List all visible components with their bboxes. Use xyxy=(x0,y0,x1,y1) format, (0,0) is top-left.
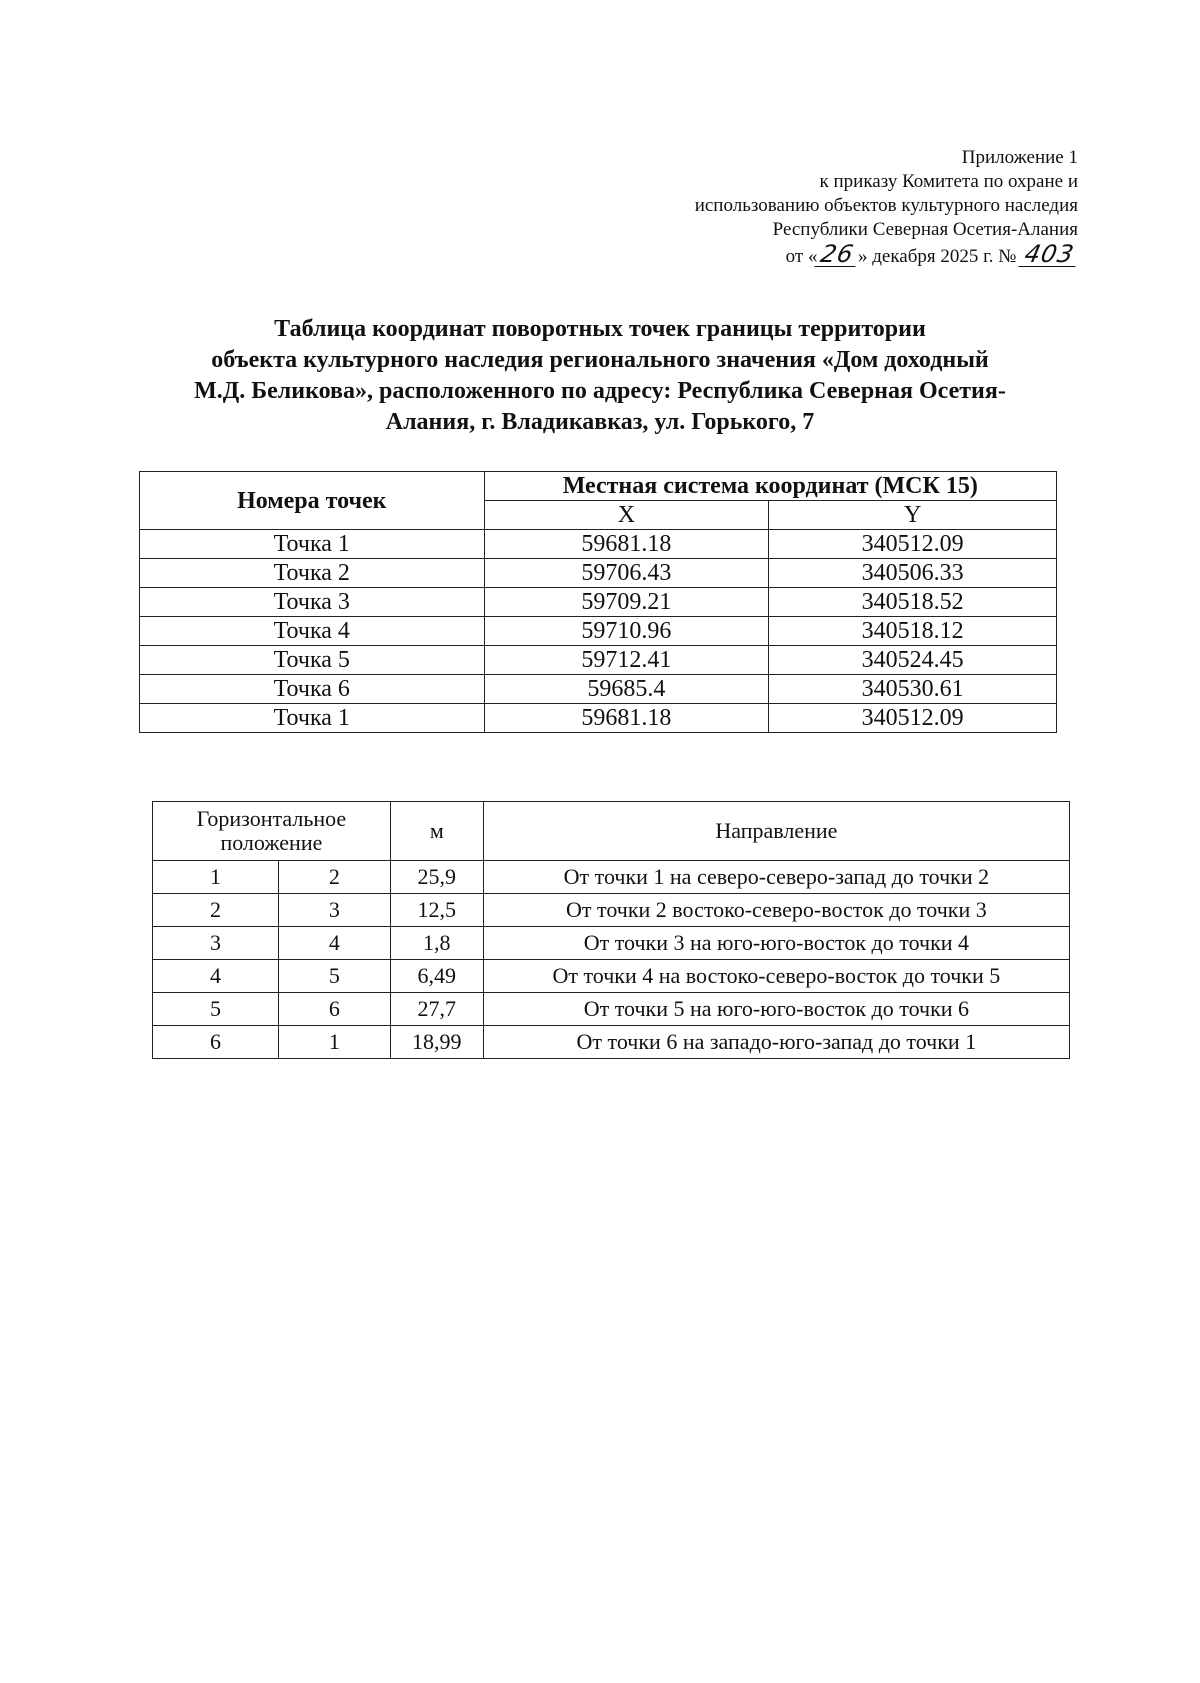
document-title xyxy=(120,314,1080,438)
x-coordinate: 59710.96 xyxy=(484,617,769,646)
direction-text: От точки 2 востоко-северо-восток до точки 3 xyxy=(483,894,1069,927)
from-point: 4 xyxy=(153,960,279,993)
from-point: 5 xyxy=(153,993,279,1026)
x-coordinate: 59709.21 xyxy=(484,588,769,617)
header-horizontal-position: Горизонтальное положение xyxy=(153,802,391,861)
point-name: Точка 2 xyxy=(140,559,485,588)
appendix-line-4: Республики Северная Осетия-Алания xyxy=(772,219,1078,240)
x-coordinate: 59681.18 xyxy=(484,530,769,559)
direction-text: От точки 1 на северо-северо-запад до точки 2 xyxy=(483,861,1069,894)
table-row xyxy=(140,617,1057,646)
distance-meters: 18,99 xyxy=(390,1026,483,1059)
y-coordinate: 340524.45 xyxy=(769,646,1057,675)
directions-table-body xyxy=(153,861,1070,1059)
directions-table xyxy=(152,801,1070,1059)
x-coordinate: 59681.18 xyxy=(484,704,769,733)
direction-text: От точки 5 на юго-юго-восток до точки 6 xyxy=(483,993,1069,1026)
coordinates-table xyxy=(139,471,1057,733)
table-row xyxy=(153,1026,1070,1059)
title-line-1: Таблица координат поворотных точек границы территории xyxy=(274,316,926,342)
distance-meters: 27,7 xyxy=(390,993,483,1026)
header-point-numbers: Номера точек xyxy=(140,472,485,530)
table-row xyxy=(140,588,1057,617)
header-x: X xyxy=(484,501,769,530)
x-coordinate: 59712.41 xyxy=(484,646,769,675)
coordinates-table-body xyxy=(140,530,1057,733)
title-line-4: Алания, г. Владикавказ, ул. Горького, 7 xyxy=(385,409,815,435)
x-coordinate: 59706.43 xyxy=(484,559,769,588)
y-coordinate: 340506.33 xyxy=(769,559,1057,588)
y-coordinate: 340518.12 xyxy=(769,617,1057,646)
y-coordinate: 340518.52 xyxy=(769,588,1057,617)
point-name: Точка 6 xyxy=(140,675,485,704)
appendix-line-2: к приказу Комитета по охране и xyxy=(819,171,1078,192)
title-line-3: М.Д. Беликова», расположенного по адресу: Республика Северная Осетия- xyxy=(194,378,1006,404)
point-name: Точка 3 xyxy=(140,588,485,617)
to-point: 1 xyxy=(278,1026,390,1059)
appendix-line-3: использованию объектов культурного наследия xyxy=(694,195,1078,216)
y-coordinate: 340512.09 xyxy=(769,704,1057,733)
to-point: 2 xyxy=(278,861,390,894)
from-point: 1 xyxy=(153,861,279,894)
point-name: Точка 1 xyxy=(140,704,485,733)
appendix-date-line xyxy=(518,242,1078,269)
from-point: 2 xyxy=(153,894,279,927)
table-row xyxy=(153,894,1070,927)
order-number-handwritten: 403 xyxy=(1019,242,1081,267)
date-month-year: » декабря 2025 г. № xyxy=(858,246,1017,267)
appendix-header xyxy=(518,146,1078,269)
distance-meters: 6,49 xyxy=(390,960,483,993)
direction-text: От точки 4 на востоко-северо-восток до точки 5 xyxy=(483,960,1069,993)
y-coordinate: 340530.61 xyxy=(769,675,1057,704)
header-meters: м xyxy=(390,802,483,861)
date-prefix: от « xyxy=(785,246,818,267)
title-line-2: объекта культурного наследия регионального значения «Дом доходный xyxy=(211,347,989,373)
point-name: Точка 5 xyxy=(140,646,485,675)
header-y: Y xyxy=(769,501,1057,530)
distance-meters: 12,5 xyxy=(390,894,483,927)
table-row xyxy=(140,704,1057,733)
y-coordinate: 340512.09 xyxy=(769,530,1057,559)
date-day-handwritten: 26 xyxy=(815,242,861,267)
to-point: 3 xyxy=(278,894,390,927)
table-row xyxy=(153,993,1070,1026)
distance-meters: 1,8 xyxy=(390,927,483,960)
point-name: Точка 4 xyxy=(140,617,485,646)
table-row xyxy=(140,646,1057,675)
appendix-line-1: Приложение 1 xyxy=(961,147,1078,168)
header-direction: Направление xyxy=(483,802,1069,861)
x-coordinate: 59685.4 xyxy=(484,675,769,704)
table-row xyxy=(153,927,1070,960)
to-point: 5 xyxy=(278,960,390,993)
from-point: 3 xyxy=(153,927,279,960)
from-point: 6 xyxy=(153,1026,279,1059)
to-point: 4 xyxy=(278,927,390,960)
table-row xyxy=(140,675,1057,704)
table-row xyxy=(140,530,1057,559)
direction-text: От точки 6 на западо-юго-запад до точки 1 xyxy=(483,1026,1069,1059)
point-name: Точка 1 xyxy=(140,530,485,559)
direction-text: От точки 3 на юго-юго-восток до точки 4 xyxy=(483,927,1069,960)
to-point: 6 xyxy=(278,993,390,1026)
header-coordinate-system: Местная система координат (МСК 15) xyxy=(484,472,1056,501)
distance-meters: 25,9 xyxy=(390,861,483,894)
table-row xyxy=(153,861,1070,894)
table-row xyxy=(140,559,1057,588)
table-row xyxy=(153,960,1070,993)
